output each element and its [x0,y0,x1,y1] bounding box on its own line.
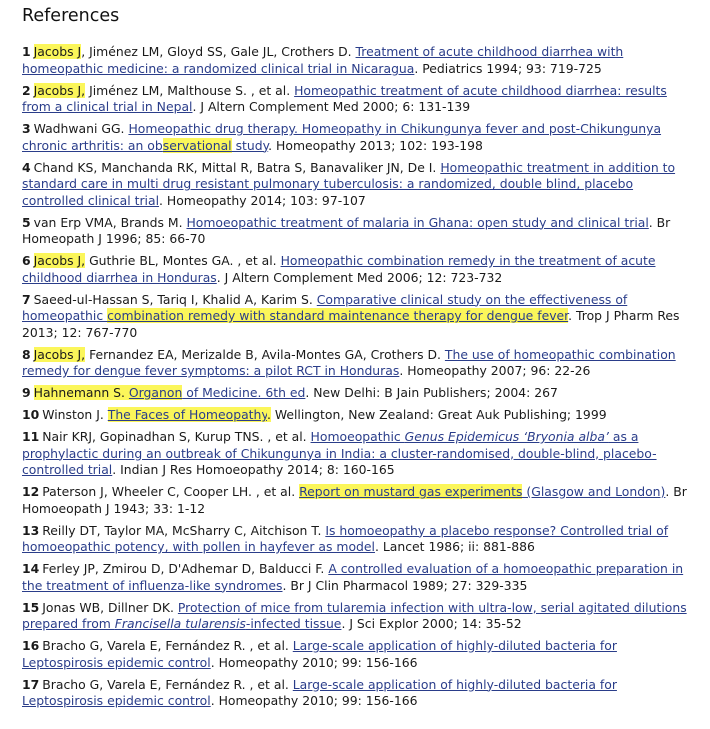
highlighted-text: Jacobs J, [33,82,86,98]
reference-title-link[interactable]: Treatment of acute childhood diarrhea with homeopathic medicine: a randomized clinical trial in Nicaragua [22,44,624,76]
reference-number: 15 [22,599,40,615]
reference-text: . Homeopathy 2010; 99: 156-166 [210,654,418,670]
reference-number: 13 [22,522,40,538]
reference-number: 3 [22,121,31,136]
reference-title-link[interactable]: Homeopathic treatment in addition to standard care in multi drug resistant pulmonary tuberculosis: a randomized, double blind, placebo controlled clinical trial [22,159,676,208]
reference-number: 10 [22,407,40,422]
reference-text: . J Sci Explor 2000; 14: 35-52 [341,616,522,631]
reference-item [22,385,692,402]
reference-number: 16 [22,638,40,653]
reference-text: . New Delhi: B Jain Publishers; 2004: 267 [305,385,558,400]
reference-text: . Homeopathy 2013; 102: 193-198 [268,137,483,153]
reference-item [22,429,692,479]
reference-number: 4 [22,159,31,175]
reference-item [22,407,692,424]
reference-item [22,215,692,248]
reference-number: 1 [22,44,31,59]
reference-number: 7 [22,291,31,307]
reference-item [22,638,692,671]
reference-text: van Erp VMA, Brands M. [33,214,187,230]
reference-number: 11 [22,429,40,444]
reference-text: Paterson J, Wheeler C, Cooper LH. , et al. [42,484,300,499]
reference-item [22,83,692,116]
reference-text: . Br Homeopath J 1996; 85: 66-70 [22,214,671,246]
reference-text: . J Altern Complement Med 2000; 6: 131-139 [192,99,471,114]
reference-title-link[interactable]: (Glasgow and London) [522,484,666,499]
reference-item [22,160,692,210]
reference-text: . Br Homoeopath J 1943; 33: 1-12 [22,484,687,516]
reference-text: Guthrie BL, Montes GA. , et al. [85,253,281,268]
reference-text: Bracho G, Varela E, Fernández R. , et al. [42,638,293,653]
reference-title-link[interactable]: Homeopathic combination remedy in the treatment of acute childhood diarrhea in Honduras [22,253,656,285]
reference-title-link[interactable]: combination remedy with standard maintenance therapy for dengue fever [107,308,569,323]
reference-item [22,292,692,342]
reference-text: . Br J Clin Pharmacol 1989; 27: 329-335 [282,577,528,593]
reference-title-link[interactable]: Francisella tularensis [114,616,246,631]
reference-text: Chand KS, Manchanda RK, Mittal R, Batra S, Banavaliker JN, De I. [33,159,441,175]
reference-text: Wellington, New Zealand: Great Auk Publishing; 1999 [270,407,607,422]
reference-title-link[interactable]: Homeopathic treatment of acute childhood diarrhea: results from a clinical trial in Nepal [22,82,667,114]
reference-text: . Lancet 1986; ii: 881-886 [374,539,535,554]
reference-number: 14 [22,561,40,576]
reference-text: . Trop J Pharm Res 2013; 12: 767-770 [22,308,680,340]
reference-title-link[interactable]: Genus Epidemicus ‘Bryonia alba’ [404,429,609,444]
reference-number: 9 [22,385,31,400]
highlighted-text: Hahnemann S. [33,385,129,400]
reference-text: Jonas WB, Dillner DK. [42,599,178,615]
reference-item [22,253,692,286]
highlighted-text: Jacobs J, [33,253,86,268]
reference-list [22,44,692,710]
reference-title-link[interactable]: study [231,137,269,153]
reference-title-link[interactable]: The Faces of Homeopathy [107,407,267,422]
reference-item [22,121,692,154]
reference-title-link[interactable]: of Medicine. 6th ed [182,385,306,400]
reference-text: . Pediatrics 1994; 93: 719-725 [414,60,602,76]
reference-item [22,484,692,517]
reference-text: . Homeopathy 2007; 96: 22-26 [399,363,591,378]
reference-text: Reilly DT, Taylor MA, McSharry C, Aitchison T. [42,522,326,538]
reference-item [22,561,692,594]
reference-number: 6 [22,253,31,268]
reference-text: Nair KRJ, Gopinadhan S, Kurup TNS. , et al. [42,429,311,444]
reference-number: 2 [22,82,31,98]
reference-title-link[interactable]: -infected tissue [245,616,342,631]
reference-text: Fernandez EA, Merizalde B, Avila-Montes GA, Crothers D. [85,346,445,362]
reference-item [22,523,692,556]
reference-title-link[interactable]: Protection of mice from tularemia infection with ultra-low, serial agitated dilutions prepared from [22,599,687,631]
reference-text: Bracho G, Varela E, Fernández R. , et al. [42,676,293,692]
reference-item [22,44,692,77]
reference-title-link[interactable]: Is homoeopathy a placebo response? Controlled trial of homoeopathic potency, with pollen in hayfever as model [22,522,669,554]
reference-title-link[interactable]: Large-scale application of highly-diluted bacteria for Leptospirosis epidemic control [22,676,617,708]
highlighted-text: Jacobs J [33,44,82,59]
reference-number: 12 [22,484,40,499]
reference-number: 5 [22,214,31,230]
reference-title-link[interactable]: as a prophylactic during an outbreak of Chikungunya in India: a cluster-randomised, double-blind, placebo-controlled trial [22,429,657,477]
reference-item [22,347,692,380]
reference-text: . Homeopathy 2010; 99: 156-166 [210,693,418,708]
reference-title-link[interactable]: Large-scale application of highly-diluted bacteria for Leptospirosis epidemic control [22,638,617,670]
reference-title-link[interactable]: Homoeopathic [310,429,405,444]
reference-text: Saeed-ul-Hassan S, Tariq I, Khalid A, Karim S. [33,291,317,307]
reference-text: Wadhwani GG. [33,121,129,136]
reference-title-link[interactable]: The use of homeopathic combination remedy for dengue fever symptoms: a pilot RCT in Honduras [22,346,676,378]
reference-title-link[interactable]: Comparative clinical study on the effectiveness of homeopathic [22,291,628,323]
reference-title-link[interactable]: Homeopathic drug therapy. Homeopathy in Chikungunya fever and post-Chikungunya chronic arthritis: an ob [22,121,662,153]
reference-text: Ferley JP, Zmirou D, D'Adhemar D, Balducci F. [42,561,329,576]
reference-text: Winston J. [42,407,108,422]
reference-item [22,677,692,710]
reference-text: , Jiménez LM, Gloyd SS, Gale JL, Crothers D. [81,44,356,59]
reference-title-link[interactable]: A controlled evaluation of a homoeopathic preparation in the treatment of influenza-like syndromes [22,561,684,593]
reference-text: Jiménez LM, Malthouse S. , et al. [85,82,295,98]
reference-title-link[interactable]: Organon [128,385,183,400]
reference-title-link[interactable]: servational [162,137,232,153]
reference-text: . Indian J Res Homoeopathy 2014; 8: 160-165 [112,462,395,477]
reference-text: . J Altern Complement Med 2006; 12: 723-732 [216,269,503,285]
reference-item [22,600,692,633]
reference-number: 8 [22,346,31,362]
reference-text: . Homeopathy 2014; 103: 97-107 [159,192,366,208]
highlighted-text: . [266,407,271,422]
reference-title-link[interactable]: Homoeopathic treatment of malaria in Ghana: open study and clinical trial [186,214,649,230]
reference-number: 17 [22,676,40,692]
reference-title-link[interactable]: Report on mustard gas experiments [299,484,523,499]
section-heading: References [22,6,120,26]
highlighted-text: Jacobs J, [33,346,86,362]
